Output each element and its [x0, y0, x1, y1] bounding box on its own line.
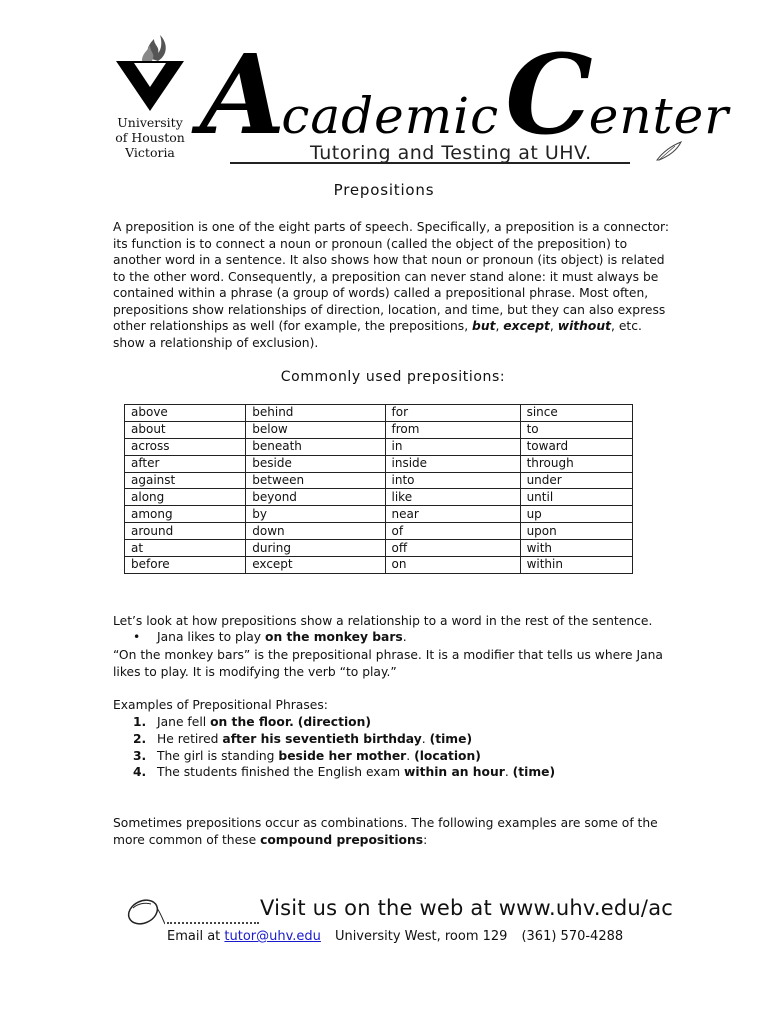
table-cell: with [520, 540, 632, 557]
compound-term: compound prepositions [260, 832, 424, 847]
university-line-2: of Houston [115, 130, 185, 145]
compound-text: Sometimes prepositions occur as combinations. The following examples are some of the more common of these [113, 816, 658, 847]
bullet-example-end: . [402, 630, 407, 644]
example-num: 4. [133, 765, 147, 780]
list-item [133, 714, 555, 731]
table-cell: from [385, 421, 520, 438]
phone-number: (361) 570-4288 [521, 929, 624, 944]
table-cell: up [520, 506, 632, 523]
table-cell: above [125, 405, 246, 422]
example-but: but [472, 319, 496, 333]
computer-mouse-icon [125, 894, 165, 928]
example-without: without [557, 319, 612, 333]
examples-list [133, 714, 555, 781]
list-item [133, 731, 555, 748]
relationship-lead: Let’s look at how prepositions show a relationship to a word in the rest of the sentence. [113, 614, 653, 628]
torch-logo-icon [114, 31, 186, 113]
table-row [125, 540, 633, 557]
table-row [125, 523, 633, 540]
table-cell: to [520, 421, 632, 438]
table-cell: through [520, 455, 632, 472]
table-cell: at [125, 540, 246, 557]
table-cell: before [125, 557, 246, 574]
compound-end: : [423, 832, 428, 847]
title-letter-a: A [200, 30, 282, 159]
email-label: Email at [167, 929, 225, 944]
table-cell: beside [246, 455, 385, 472]
table-cell: like [385, 489, 520, 506]
email-link[interactable]: tutor@uhv.edu [224, 929, 321, 944]
table-cell: inside [385, 455, 520, 472]
table-cell: about [125, 421, 246, 438]
table-row [125, 557, 633, 574]
title-word-cademic: cademic [281, 87, 500, 145]
table-cell: around [125, 523, 246, 540]
table-cell: between [246, 472, 385, 489]
intro-separator: , [549, 319, 558, 333]
example-bold: on the floor. [210, 715, 294, 729]
table-cell: against [125, 472, 246, 489]
table-row [125, 405, 633, 422]
example-bold: beside her mother [278, 748, 407, 763]
example-mid: . [406, 748, 415, 763]
table-cell: among [125, 506, 246, 523]
example-num: 1. [133, 715, 147, 729]
table-caption: Commonly used prepositions: [280, 369, 506, 385]
example-except: except [503, 319, 550, 333]
contact-line [167, 929, 623, 944]
table-cell: on [385, 557, 520, 574]
title-word-enter: enter [588, 87, 730, 145]
intro-paragraph [113, 219, 673, 351]
table-row [125, 489, 633, 506]
table-cell: since [520, 405, 632, 422]
example-plain: Jane fell [157, 715, 211, 729]
table-cell: into [385, 472, 520, 489]
bullet-example [133, 630, 407, 644]
quill-icon [655, 140, 683, 162]
table-cell: for [385, 405, 520, 422]
office-location: University West, room 129 [334, 929, 508, 944]
compound-paragraph [113, 815, 678, 848]
example-num: 2. [133, 731, 147, 746]
example-plain: He retired [157, 731, 223, 746]
list-item [133, 764, 555, 781]
bullet-example-phrase: on the monkey bars [265, 630, 403, 644]
examples-heading: Examples of Prepositional Phrases: [113, 698, 328, 712]
example-plain: The girl is standing [157, 748, 279, 763]
academic-center-title [200, 30, 729, 159]
example-tag: (direction) [297, 715, 371, 729]
bullet-icon: • [133, 630, 141, 644]
table-cell: during [246, 540, 385, 557]
bullet-example-text: Jana likes to play [157, 630, 265, 644]
table-cell: beyond [246, 489, 385, 506]
title-letter-c: C [505, 30, 589, 159]
footer [125, 890, 674, 960]
example-plain: The students finished the English exam [157, 765, 404, 780]
intro-text: A preposition is one of the eight parts of speech. Specifically, a preposition is a connector: its function is to connect a noun or pronoun (called the object of the preposition) to another word in a sentence. It also shows how that noun or pronoun (its object) is related to the other word. Consequently, a preposition can never stand alone: it must always be contained within a phrase (a group of words) called a prepositional phrase. Most often, prepositions show relationships of direction, location, and time, but they can also express other relationships as well (for example, the prepositions, [113, 220, 670, 333]
header [110, 25, 730, 170]
example-bold: after his seventieth birthday [222, 731, 422, 746]
table-row [125, 438, 633, 455]
table-cell: until [520, 489, 632, 506]
table-cell: along [125, 489, 246, 506]
list-item [133, 748, 555, 765]
table-cell: off [385, 540, 520, 557]
table-cell: within [520, 557, 632, 574]
table-row [125, 455, 633, 472]
footer-dotted-line [167, 922, 259, 924]
table-cell: by [246, 506, 385, 523]
table-cell: except [246, 557, 385, 574]
prepositions-table [124, 404, 633, 574]
table-cell: below [246, 421, 385, 438]
table-cell: near [385, 506, 520, 523]
table-cell: toward [520, 438, 632, 455]
table-row [125, 421, 633, 438]
example-tag: (time) [429, 731, 473, 746]
relationship-explanation: “On the monkey bars” is the prepositional phrase. It is a modifier that tells us where Jana likes to play. It is modifying the verb “to play.” [113, 648, 663, 679]
table-cell: under [520, 472, 632, 489]
example-bold: within an hour [404, 765, 505, 780]
table-cell: down [246, 523, 385, 540]
example-tag: (time) [512, 765, 556, 780]
visit-website: Visit us on the web at www.uhv.edu/ac [260, 896, 674, 920]
university-line-1: University [117, 115, 183, 130]
example-tag: (location) [414, 748, 481, 763]
table-cell: after [125, 455, 246, 472]
table-cell: behind [246, 405, 385, 422]
example-mid: . [421, 731, 430, 746]
table-cell: upon [520, 523, 632, 540]
university-line-3: Victoria [125, 145, 175, 160]
intro-separator: , [495, 319, 504, 333]
uhv-logo [110, 25, 190, 165]
example-mid: . [504, 765, 513, 780]
page-title: Prepositions [333, 181, 435, 199]
academic-center-wordmark [200, 30, 730, 170]
table-cell: in [385, 438, 520, 455]
table-row [125, 506, 633, 523]
tagline: Tutoring and Testing at UHV. [310, 142, 592, 164]
table-row [125, 472, 633, 489]
university-name [110, 115, 190, 160]
table-cell: of [385, 523, 520, 540]
example-num: 3. [133, 748, 147, 763]
table-cell: across [125, 438, 246, 455]
table-cell: beneath [246, 438, 385, 455]
intro-text-end: , etc. show a relationship of exclusion). [113, 319, 642, 350]
